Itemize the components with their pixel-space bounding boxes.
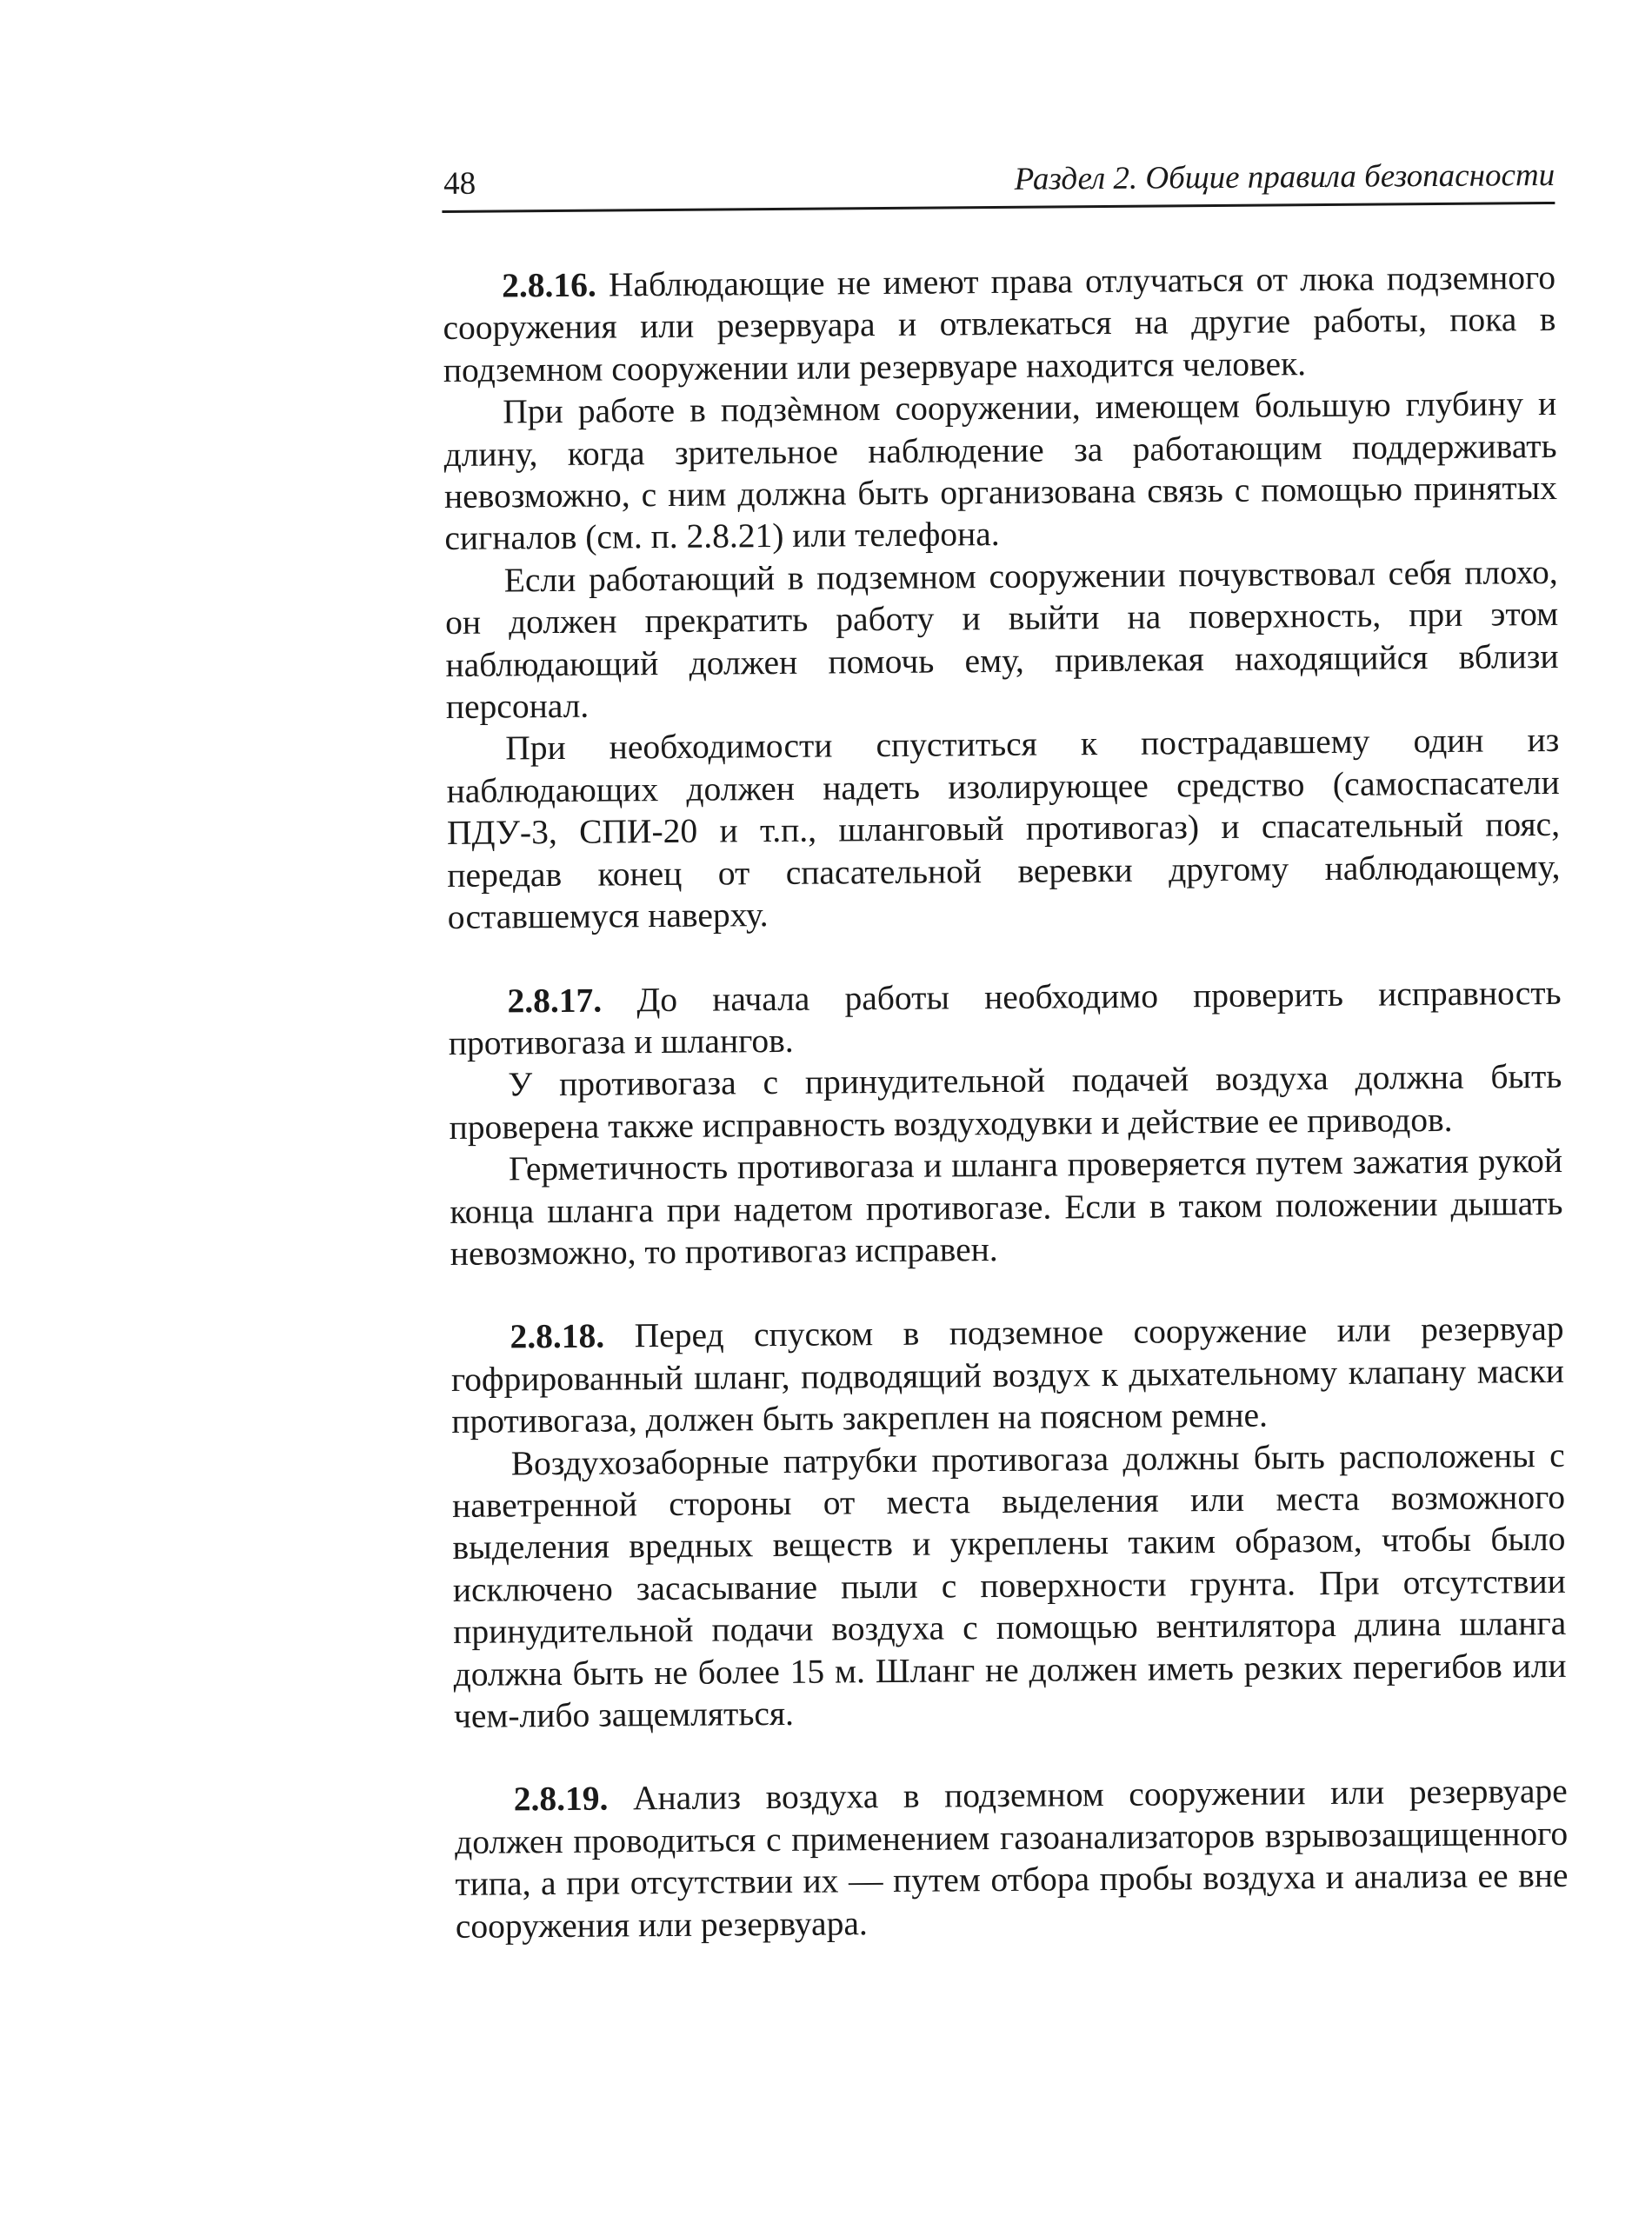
paragraph: Воздухозаборные патрубки противогаза должны быть расположены с наветренной стороны от места выделения или места возможного выделения вредных веществ и укреплены таким образом, чтобы было исключено засасывание пыли с поверхности грунта. При отсутствии принудительной подачи воздуха с помощью вентилятора длина шланга должна быть не более 15 м. Шланг не должен иметь резких перегибов или чем-либо защемляться. bbox=[451, 1435, 1567, 1735]
clause-number-2-8-16: 2.8.16. bbox=[501, 265, 596, 305]
paragraph: При работе в подзѐмном сооружении, имеющем большую глубину и длину, когда зрительное наблюдение за работающим поддерживать невозможно, с ним должна быть организована связь с помощью принятых сигналов (см. п. 2.8.21) или телефона. bbox=[443, 384, 1558, 558]
running-header bbox=[442, 156, 1555, 213]
clause-number-2-8-18: 2.8.18. bbox=[510, 1316, 605, 1356]
paragraph: У противогаза с принудительной подачей воздуха должна быть проверена также исправность воздуходувки и действие ее приводов. bbox=[449, 1057, 1562, 1147]
clause-text: Наблюдающие не имеют права отлучаться от люка подземного сооружения или резервуара и отвлекаться на другие работы, пока в подземном сооружении или резервуаре находится человек. bbox=[443, 257, 1556, 389]
clause-number-2-8-17: 2.8.17. bbox=[507, 981, 603, 1020]
paragraph-2-8-19-intro bbox=[455, 1770, 1569, 1947]
clause-text: До начала работы необходимо проверить исправность противогаза и шлангов. bbox=[448, 973, 1562, 1062]
clause-text: Анализ воздуха в подземном сооружении или резервуаре должен проводиться с применением газоанализаторов взрывозащищенного типа, а при отсутствии их — путем отбора пробы воздуха и анализа ее вне сооружения или резервуара. bbox=[454, 1772, 1569, 1946]
page-body bbox=[443, 256, 1569, 1947]
book-page bbox=[442, 156, 1569, 1947]
paragraph-2-8-17-intro bbox=[448, 971, 1562, 1064]
paragraph: Герметичность противогаза и шланга проверяется путем зажатия рукой конца шланга при надетом противогазе. Если в таком положении дышать невозможно, то противогаз исправен. bbox=[450, 1141, 1563, 1273]
paragraph: Если работающий в подземном сооружении почувствовал себя плохо, он должен прекратить работу и выйти на поверхность, при этом наблюдающий должен помочь ему, привлекая находящийся вблизи персонал. bbox=[444, 552, 1559, 727]
paragraph-2-8-18-intro bbox=[450, 1308, 1564, 1442]
clause-text: Перед спуском в подземное сооружение или резервуар гофрированный шланг, подводящий воздух к дыхательному клапану маски противогаза, должен быть закреплен на поясном ремне. bbox=[450, 1309, 1565, 1441]
page-number: 48 bbox=[443, 165, 476, 202]
clause-number-2-8-19: 2.8.19. bbox=[513, 1779, 609, 1819]
paragraph-2-8-16-intro bbox=[443, 256, 1556, 391]
paragraph: При необходимости спуститься к пострадавшему один из наблюдающих должен надеть изолирующее средство (самоспасатели ПДУ-3, СПИ-20 и т.п., шланговый противогаз) и спасательный пояс, передав конец от спасательной веревки другому наблюдающему, оставшемуся наверху. bbox=[446, 721, 1561, 937]
running-section-title: Раздел 2. Общие правила безопасности bbox=[1014, 156, 1555, 197]
